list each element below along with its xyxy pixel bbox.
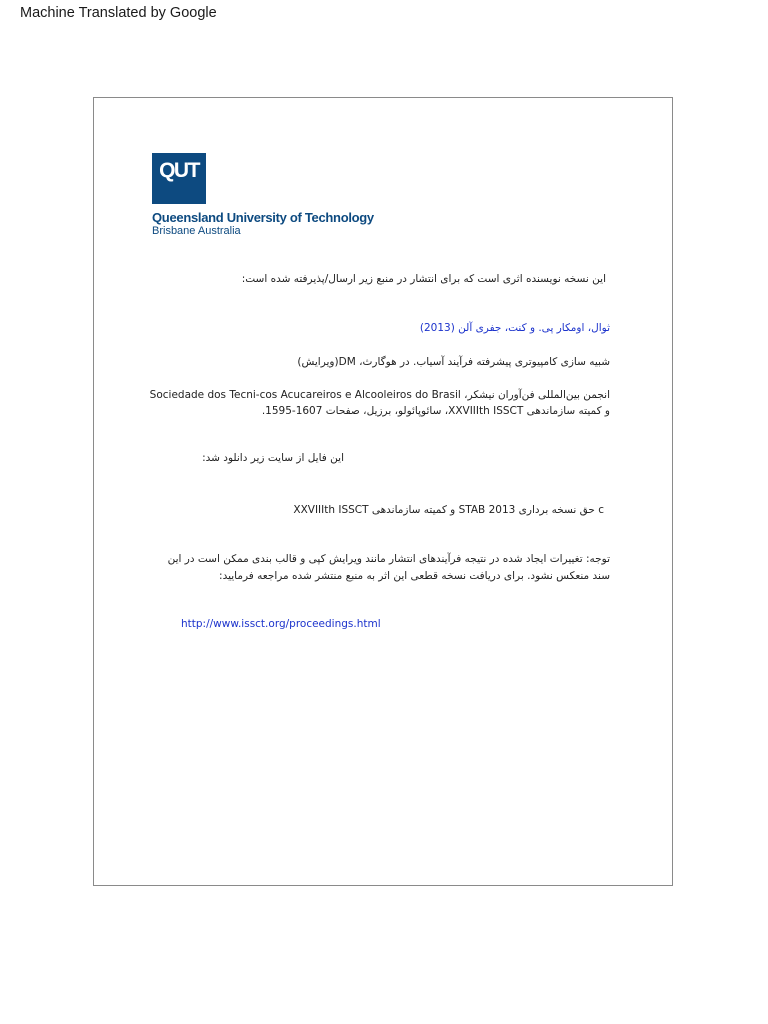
qut-logo [152, 153, 206, 204]
notice-line-2: سند منعکس نشود. برای دریافت نسخه قطعی این اثر به منبع منتشر شده مراجعه فرمایید: [219, 570, 610, 582]
authors-citation: ثوال، اومکار پی. و کنت، جفری آلن (2013) [419, 322, 610, 334]
conference-line-2: و کمیته سازماندهی XXVIIIth ISSCT، سائوپائولو، برزیل، صفحات 1607-1595. [261, 405, 610, 417]
university-location: Brisbane Australia [152, 225, 241, 237]
proceedings-link[interactable]: http://www.issct.org/proceedings.html [181, 618, 381, 630]
document-page [93, 97, 673, 886]
intro-text: این نسخه نویسنده اثری است که برای انتشار در منبع زیر ارسال/پذیرفته شده است: [241, 273, 606, 285]
copyright-text: c حق نسخه برداری STAB 2013 و کمیته سازماندهی XXVIIIth ISSCT [293, 504, 604, 516]
conference-line-1: انجمن بین‌المللی فن‌آوران نیشکر، Sociedade dos Tecni-cos Acucareiros e Alcooleiros do Brasil [149, 389, 610, 401]
notice-line-1: توجه: تغییرات ایجاد شده در نتیجه فرآیندهای انتشار مانند ویرایش کپی و قالب بندی ممکن است در این [167, 553, 610, 565]
university-name: Queensland University of Technology [152, 210, 374, 225]
paper-title: شبیه سازی کامپیوتری پیشرفته فرآیند آسیاب. در هوگارث، DM(ویرایش) [297, 356, 610, 368]
qut-logo-mark [152, 153, 206, 204]
downloaded-from-text: این فایل از سایت زیر دانلود شد: [202, 452, 344, 464]
qut-logo-text: QUT [159, 159, 199, 182]
machine-translated-banner: Machine Translated by Google [20, 5, 217, 21]
